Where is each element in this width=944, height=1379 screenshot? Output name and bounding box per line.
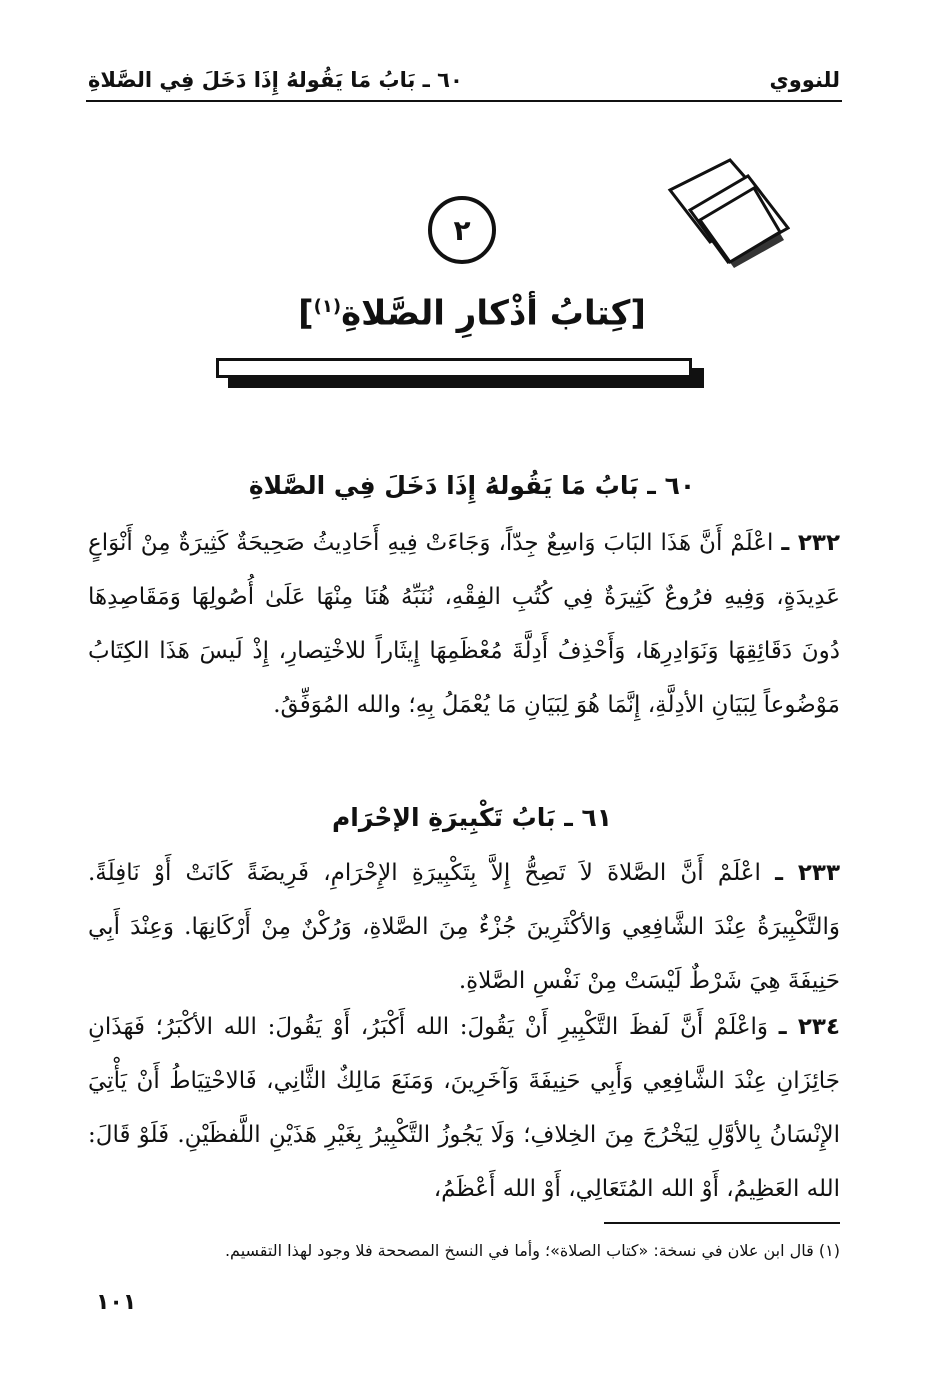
header-section: ٦٠ ـ بَابُ مَا يَقُولهُ إِذَا دَخَلَ فِي الصَّلاةِ xyxy=(88,68,463,92)
title-banner-bar xyxy=(216,358,704,388)
chapter-title-close: ] xyxy=(298,293,314,334)
section-heading: ٦٠ ـ بَابُ مَا يَقُولهُ إِذَا دَخَلَ فِي الصَّلاةِ xyxy=(248,471,696,500)
stacked-squares-ornament xyxy=(660,150,790,280)
running-header xyxy=(88,62,840,98)
chapter-number: ٢ xyxy=(453,213,471,247)
chapter-number-circle xyxy=(428,196,496,264)
header-rule xyxy=(86,100,842,102)
paragraph-number: ٢٣٣ ـ xyxy=(775,860,840,886)
chapter-title xyxy=(200,280,744,334)
banner-face xyxy=(216,358,692,378)
chapter-footnote-ref: (١) xyxy=(313,296,342,317)
paragraph xyxy=(88,1000,840,1216)
header-author: للنووي xyxy=(769,68,840,92)
paragraph-number: ٢٣٢ ـ xyxy=(781,530,841,556)
paragraph-text: وَاعْلَمْ أَنَّ لَفظَ التَّكْبِيرِ أَنْ يَقُولَ: الله أَكْبَرُ، أَوْ يَقُولَ: الله الأكْبَرُ؛ فَهَذَانِ جَائِزَانِ عِنْدَ الشَّافِعِي وَأَبِي حَنِيفَةَ وَآخَرِينَ، وَمَنَعَ مَالِكٌ الثَّانِي، فَالاحْتِيَاطُ أَنْ يَأْتِيَ الإِنْسَانُ بِالأوَّلِ لِيَخْرُجَ مِنَ الخِلافِ؛ وَلَا يَجُوزُ التَّكْبِيرُ بِغَيْرِ هَذَيْنِ اللَّفظَيْنِ. فَلَوْ قَالَ: الله العَظِيمُ، أَوْ الله المُتَعَالِي، أَوْ الله أَعْظَمُ، xyxy=(88,1014,840,1202)
footnote-marker: (١) xyxy=(818,1241,840,1260)
chapter-title-text: [كِتابُ أذْكارِ الصَّلاةِ xyxy=(341,293,646,334)
footnote-rule xyxy=(604,1222,840,1224)
page-number: ١٠١ xyxy=(96,1290,137,1315)
footnote-text: قال ابن علان في نسخة: «كتاب الصلاة»؛ وأما في النسخ المصححة فلا وجود لهذا التقسيم. xyxy=(224,1241,814,1260)
paragraph-number: ٢٣٤ ـ xyxy=(778,1014,841,1040)
paragraph-text: اعْلَمْ أَنَّ هَذَا البَابَ وَاسِعٌ جِدّاً، وَجَاءَتْ فِيهِ أَحَادِيثُ صَحِيحَةٌ كَثِيرَةٌ مِنْ أَنْوَاعٍ عَدِيدَةٍ، وَفِيهِ فرُوعٌ كَثِيرَةٌ فِي كُتُبِ الفِقْهِ، نُنَبِّهُ هُنَا مِنْهَا عَلَىٰ أُصُولِهَا وَمَقَاصِدِهَا دُونَ دَقَائِقِهَا وَنَوَادِرِهَا، وَأَحْذِفُ أَدِلَّةَ مُعْظَمِهَا إِيثَاراً للاخْتِصارِ، إِذْ لَيسَ هَذَا الكِتَابُ مَوْضُوعاً لِبَيَانِ الأدِلَّةِ، إِنَّمَا هُوَ لِبَيَانِ مَا يُعْمَلُ بِهِ؛ والله المُوَفِّقُ. xyxy=(88,530,840,718)
paragraph xyxy=(88,516,840,732)
footnote xyxy=(88,1236,840,1266)
paragraph xyxy=(88,846,840,1008)
section-heading: ٦١ ـ بَابُ تَكْبِيرَةِ الإحْرَام xyxy=(331,803,613,832)
paragraph-text: اعْلَمْ أَنَّ الصَّلاةَ لاَ تَصِحُّ إِلاَّ بِتَكْبِيرَةِ الإِحْرَامِ، فَرِيضَةً كَانَتْ أَوْ نَافِلَةً. وَالتَّكْبِيرَةُ عِنْدَ الشَّافِعِي وَالأكْثَرِينَ جُزْءٌ مِنَ الصَّلاةِ، وَرُكْنٌ مِنْ أَرْكَانِهَا. وَعِنْدَ أَبِي حَنِيفَةَ هِيَ شَرْطٌ لَيْسَتْ مِنْ نَفْسِ الصَّلاةِ. xyxy=(88,860,840,994)
